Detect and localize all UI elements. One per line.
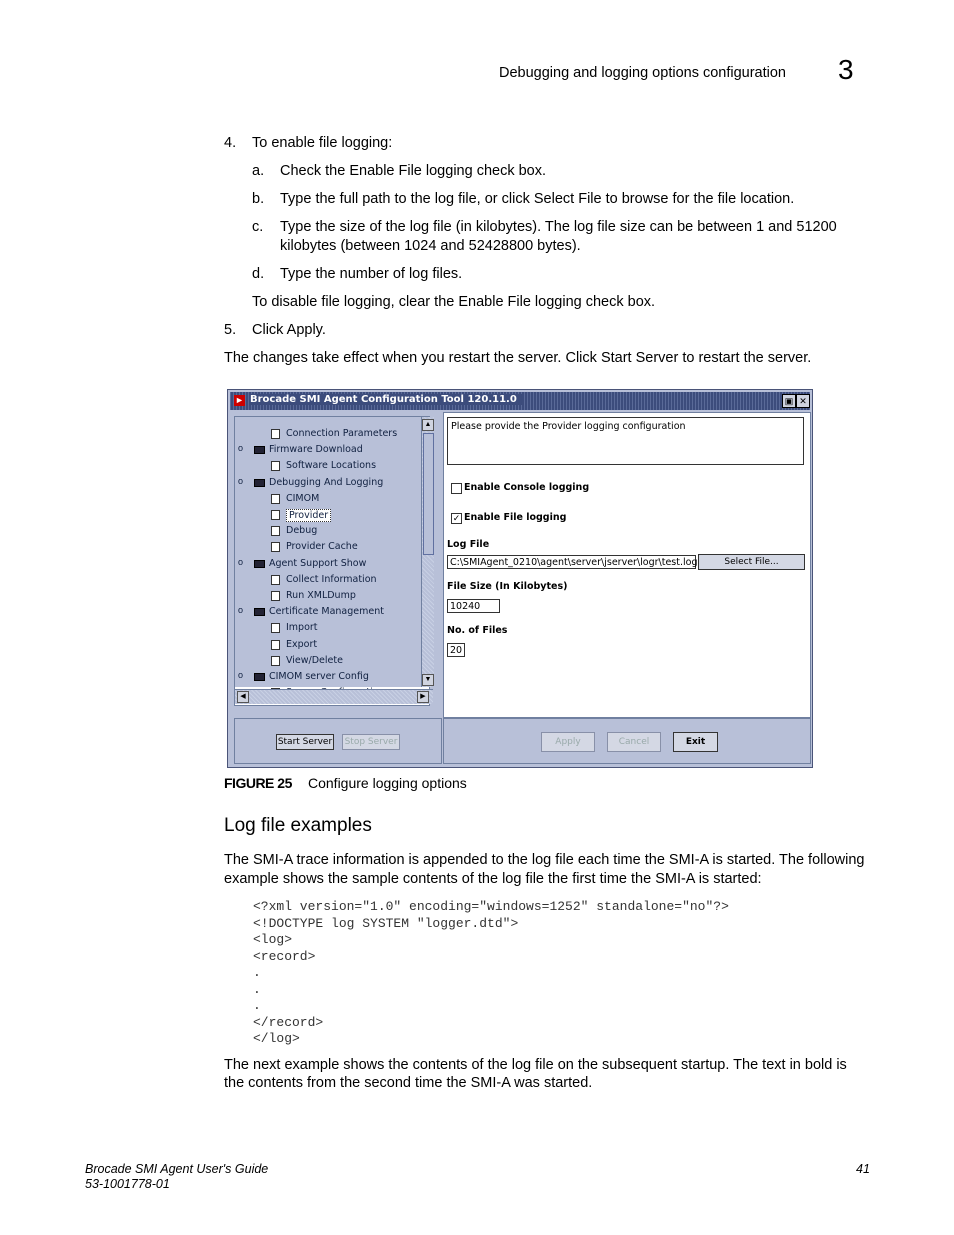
tree-item-label: Agent Support Show xyxy=(269,557,367,569)
tree-item-label: Export xyxy=(286,638,318,650)
tree-item-label: Provider Cache xyxy=(286,541,358,553)
para1-line1: The SMI-A trace information is appended to the log file each time the SMI-A is started. The following xyxy=(224,852,865,868)
step-d-letter: d. xyxy=(252,266,265,282)
tree-item[interactable] xyxy=(235,476,421,491)
server-controls xyxy=(234,718,442,764)
step-5-text: Click Apply. xyxy=(252,322,326,338)
document-icon xyxy=(271,575,280,585)
expand-toggle-icon[interactable]: o xyxy=(238,605,244,616)
expand-toggle-icon[interactable]: o xyxy=(238,475,244,486)
start-server-button[interactable]: Start Server xyxy=(276,734,334,750)
tree-item[interactable] xyxy=(235,638,421,653)
footer-doc-number: 53-1001778-01 xyxy=(85,1177,170,1191)
tree-item[interactable] xyxy=(235,621,421,636)
step-a-letter: a. xyxy=(252,163,265,179)
chapter-number: 3 xyxy=(838,54,854,85)
document-icon xyxy=(271,542,280,552)
tree-item-label: Certificate Management xyxy=(269,606,384,618)
document-icon xyxy=(271,510,280,520)
step-c-letter: c. xyxy=(252,219,264,235)
page-number: 41 xyxy=(856,1162,870,1176)
para2-line1: The next example shows the contents of the log file on the subsequent startup. The text in bold is xyxy=(224,1057,847,1073)
footer-title: Brocade SMI Agent User's Guide xyxy=(85,1162,269,1176)
ui-term: Apply xyxy=(286,322,322,338)
file-size-label: File Size (In Kilobytes) xyxy=(447,581,568,592)
section-heading: Log file examples xyxy=(224,815,372,836)
tree-item-label: Collect Information xyxy=(286,573,377,585)
restore-icon[interactable]: ▣ xyxy=(782,394,796,408)
restart-note: The changes take effect when you restart the server. Click Start Server to restart the server. xyxy=(224,350,812,366)
message-box: Please provide the Provider logging configuration xyxy=(447,417,804,465)
tree-item[interactable] xyxy=(235,427,421,442)
tree-item-label: CIMOM server Config xyxy=(269,671,369,682)
step-a-text: Check the Enable File logging check box. xyxy=(280,163,547,179)
ui-term: Select File xyxy=(533,191,602,207)
tree-vertical-scrollbar[interactable] xyxy=(421,417,434,687)
window-title: Brocade SMI Agent Configuration Tool 120.11.0 xyxy=(250,394,523,405)
file-logging-label: Enable File logging xyxy=(464,512,567,523)
expand-toggle-icon[interactable]: o xyxy=(238,443,244,454)
figure-number: FIGURE 25 xyxy=(224,775,292,791)
tree-horizontal-scrollbar[interactable] xyxy=(235,689,433,704)
expand-toggle-icon[interactable]: o xyxy=(238,556,244,567)
brocade-logo-icon: ► xyxy=(235,395,244,405)
ui-term: Enable File logging xyxy=(349,163,473,179)
tree-items xyxy=(235,417,421,687)
tree-item[interactable] xyxy=(235,443,421,458)
navigation-tree xyxy=(234,416,430,706)
figure-caption: Configure logging options xyxy=(308,775,467,791)
expand-toggle-icon[interactable]: o xyxy=(238,670,244,680)
num-files-label: No. of Files xyxy=(447,625,508,636)
document-icon xyxy=(271,656,280,666)
document-icon xyxy=(271,640,280,650)
document-icon xyxy=(271,623,280,633)
disable-note: To disable file logging, clear the Enable File logging check box. xyxy=(252,294,656,310)
tree-item[interactable] xyxy=(235,508,421,523)
console-logging-label: Enable Console logging xyxy=(464,482,590,493)
folder-icon xyxy=(254,446,265,454)
tree-item[interactable] xyxy=(235,605,421,620)
document-icon xyxy=(271,494,280,504)
file-logging-checkbox[interactable]: ✓ xyxy=(452,513,461,523)
title-bar xyxy=(230,392,810,410)
exit-button[interactable]: Exit xyxy=(673,732,718,752)
tree-item[interactable] xyxy=(235,540,421,555)
scroll-down-icon[interactable]: ▼ xyxy=(422,674,434,686)
tree-item[interactable] xyxy=(235,557,421,572)
tree-item-label: Firmware Download xyxy=(269,444,363,456)
tree-item-label: Debug xyxy=(286,525,318,537)
console-logging-checkbox[interactable] xyxy=(451,483,462,494)
tree-item[interactable] xyxy=(235,459,421,474)
step-5-number: 5. xyxy=(224,322,237,338)
tree-item[interactable] xyxy=(235,654,421,669)
folder-icon xyxy=(254,560,265,568)
step-b-text: Type the full path to the log file, or click Select File to browse for the file location. xyxy=(280,191,795,207)
step-b-letter: b. xyxy=(252,191,265,207)
step-c-line1: Type the size of the log file (in kilobytes). The log file size can be between 1 and 51200 xyxy=(280,219,837,235)
document-icon xyxy=(271,591,280,601)
apply-button[interactable]: Apply xyxy=(541,732,595,752)
para1-line2: example shows the sample contents of the log file the first time the SMI-A is started: xyxy=(224,871,762,887)
tree-item-label: Import xyxy=(286,622,318,634)
tree-item-label: Connection Parameters xyxy=(286,428,398,439)
step-d-text: Type the number of log files. xyxy=(280,266,463,282)
running-header: Debugging and logging options configuration xyxy=(499,65,786,81)
log-file-label: Log File xyxy=(447,539,490,550)
folder-icon xyxy=(254,673,265,681)
tree-item[interactable] xyxy=(235,573,421,588)
cancel-button[interactable]: Cancel xyxy=(607,732,661,752)
scroll-left-icon[interactable]: ◀ xyxy=(237,691,249,703)
tree-item[interactable] xyxy=(235,670,421,685)
close-icon[interactable]: ✕ xyxy=(796,394,810,408)
config-tool-window xyxy=(227,389,813,768)
file-size-input[interactable]: 10240 xyxy=(447,599,500,613)
folder-icon xyxy=(254,608,265,616)
document-icon xyxy=(271,429,280,439)
tree-item-label: CIMOM xyxy=(286,492,320,504)
code-sample: <?xml version="1.0" encoding="windows=1252" standalone="no"?> <!DOCTYPE log SYSTEM "logger.dtd"> <log> <record> . . . </record> </log> xyxy=(253,899,729,1046)
folder-icon xyxy=(254,479,265,487)
scroll-thumb[interactable] xyxy=(423,433,434,555)
num-files-input[interactable]: 20 xyxy=(447,643,465,657)
scroll-up-icon[interactable]: ▲ xyxy=(422,419,434,431)
scroll-right-icon[interactable]: ▶ xyxy=(417,691,429,703)
step-4-text: To enable file logging: xyxy=(252,135,393,151)
step-c-line2: kilobytes (between 1024 and 52428800 bytes). xyxy=(280,238,581,254)
tree-item[interactable] xyxy=(235,524,421,539)
step-4-number: 4. xyxy=(224,135,237,151)
tree-item-label: Debugging And Logging xyxy=(269,476,384,488)
log-file-input[interactable]: C:\SMIAgent_0210\agent\server\jserver\logr\test.log xyxy=(447,555,696,569)
settings-panel xyxy=(443,412,811,718)
document-icon xyxy=(271,526,280,536)
ui-term: Enable File logging xyxy=(458,294,582,310)
tree-item[interactable] xyxy=(235,589,421,604)
select-file-button[interactable]: Select File... xyxy=(698,554,805,570)
tree-item-label: Provider xyxy=(286,509,331,522)
para2-line2: the contents from the second time the SMI-A was started. xyxy=(224,1075,593,1091)
stop-server-button[interactable]: Stop Server xyxy=(342,734,400,750)
tree-item-label: Run XMLDump xyxy=(286,590,356,601)
tree-item-label: Software Locations xyxy=(286,460,377,472)
dialog-actions xyxy=(443,718,811,764)
ui-term: Start Server xyxy=(600,350,679,366)
document-icon xyxy=(271,461,280,471)
tree-item[interactable] xyxy=(235,492,421,507)
tree-item-label: View/Delete xyxy=(286,654,343,666)
